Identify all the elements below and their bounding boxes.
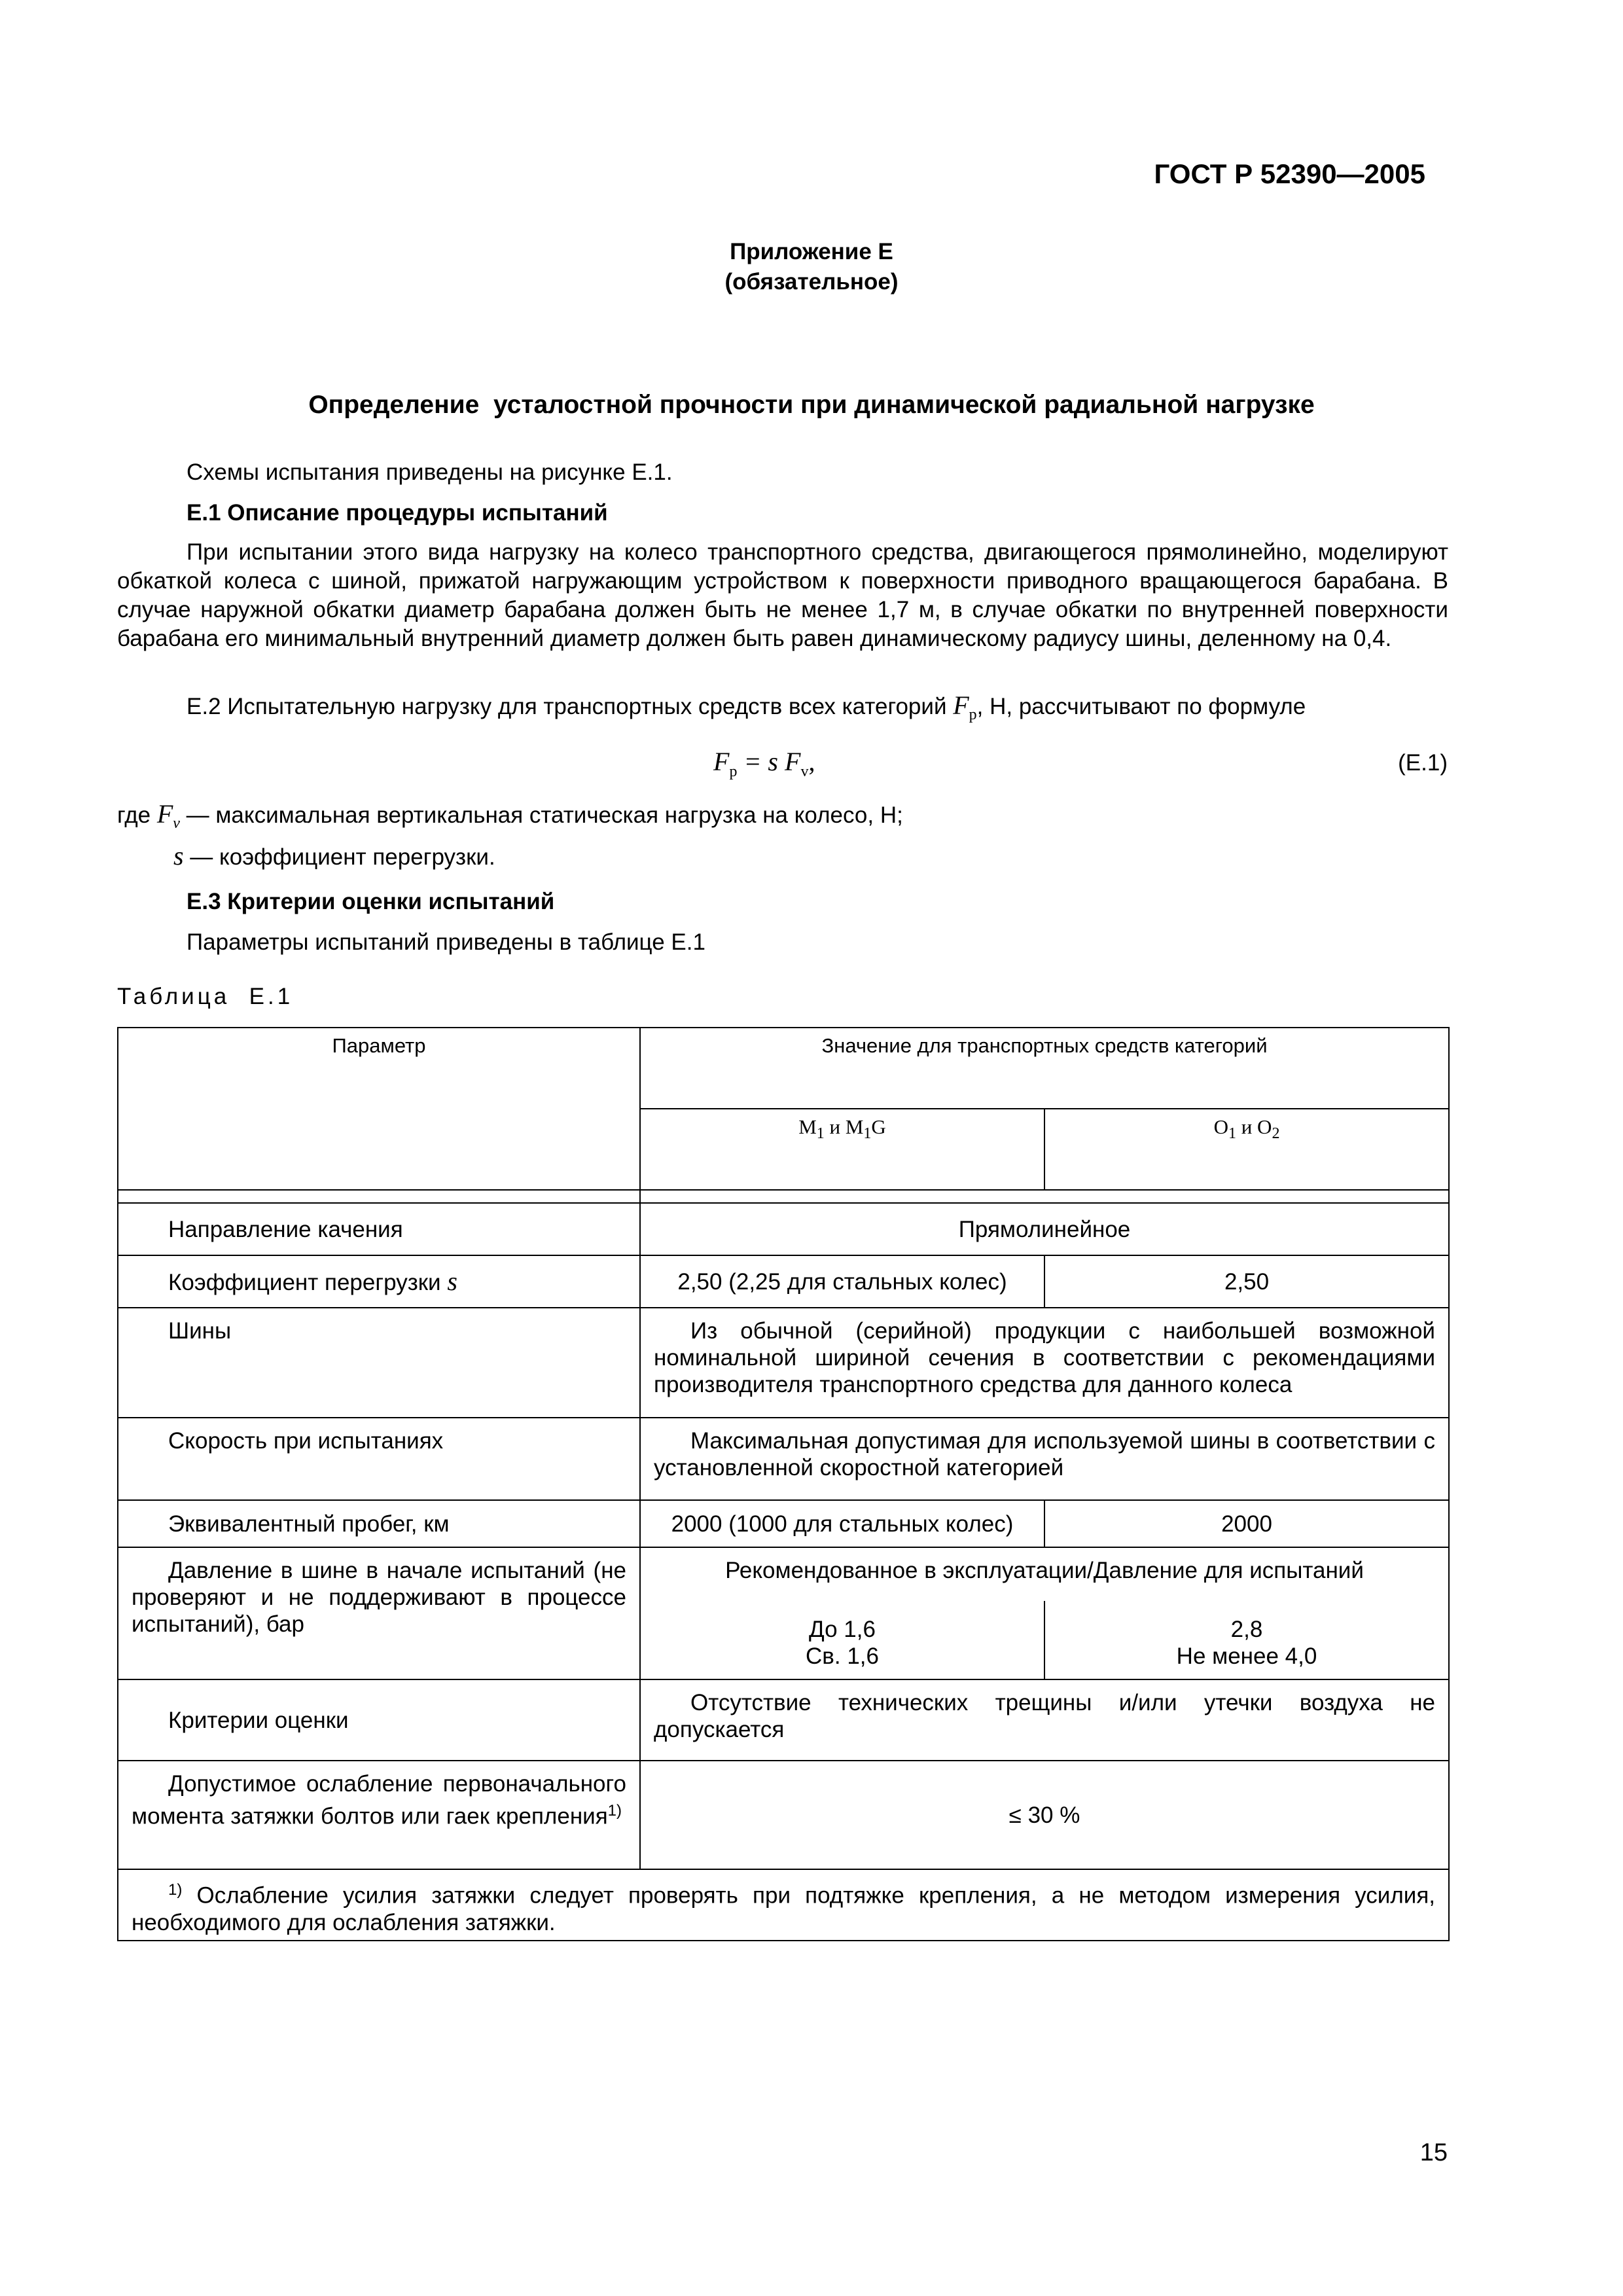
row-value-m: 2,50 (2,25 для стальных колес) <box>640 1255 1044 1308</box>
row-value: Отсутствие технических трещины и/или утечки воздуха не допускается <box>640 1679 1449 1761</box>
formula-lhs: F <box>713 747 730 776</box>
footnote-ref: 1) <box>607 1802 622 1820</box>
formula-mid: = s F <box>737 747 801 776</box>
e2-symbol-f: F <box>953 691 969 720</box>
section-e2-text <box>117 691 1448 729</box>
standard-number: ГОСТ Р 52390—2005 <box>1154 158 1425 189</box>
cat-m-sub-2: 1 <box>863 1125 872 1143</box>
row-value: ≤ 30 % <box>640 1761 1449 1869</box>
row-param: Давление в шине в начале испытаний (не проверяют и не поддерживают в процессе испытаний), бар <box>118 1547 640 1679</box>
table-caption: Таблица Е.1 <box>117 984 294 1009</box>
page-number: 15 <box>1419 2139 1448 2166</box>
row-param: Эквивалентный пробег, км <box>118 1500 640 1547</box>
table-row <box>118 1308 1449 1418</box>
cat-m-mid: и M <box>824 1115 864 1138</box>
table-row <box>118 1679 1449 1761</box>
row-param <box>118 1255 640 1308</box>
row-value: Максимальная допустимая для используемой шины в соответствии с установленной скоростной категорией <box>640 1418 1449 1500</box>
e2-text-a: Е.2 Испытательную нагрузку для транспортных средств всех категорий <box>187 694 954 719</box>
formula-lhs-sub: p <box>729 763 738 780</box>
where-text-2: — коэффициент перегрузки. <box>183 844 495 870</box>
appendix-label: Приложение Е <box>730 239 893 264</box>
table-head-values: Значение для транспортных средств категорий <box>640 1028 1449 1109</box>
table-row <box>118 1761 1449 1869</box>
row-param-text: Коэффициент перегрузки <box>168 1269 448 1295</box>
footnote-mark: 1) <box>168 1881 183 1899</box>
where-line-1 <box>117 800 1448 838</box>
table-footnote-row <box>118 1869 1449 1941</box>
section-e3-text: Параметры испытаний приведены в таблице Е.1 <box>187 929 705 955</box>
cat-m-letter: M <box>798 1115 817 1138</box>
table-footnote <box>118 1869 1449 1941</box>
row-param: Скорость при испытаниях <box>118 1418 640 1500</box>
page-title: Определение усталостной прочности при динамической радиальной нагрузке <box>308 391 1315 419</box>
section-e3-heading: Е.3 Критерии оценки испытаний <box>187 889 555 914</box>
row-value: Прямолинейное <box>640 1203 1449 1255</box>
row-param: Направление качения <box>118 1203 640 1255</box>
row-value-o <box>1044 1601 1449 1679</box>
row-value-o: 2,50 <box>1044 1255 1449 1308</box>
formula-end: , <box>808 747 815 776</box>
where-sub-v: v <box>173 815 180 832</box>
cat-o-mid: и O <box>1236 1115 1272 1138</box>
row-value: Из обычной (серийной) продукции с наибольшей возможной номинальной шириной сечения в соответствии с рекомендациями производителя транспортного средства для данного колеса <box>640 1308 1449 1418</box>
cat-o-sub-2: 2 <box>1272 1125 1280 1143</box>
where-text-1: — максимальная вертикальная статическая нагрузка на колесо, Н; <box>179 802 903 828</box>
where-prefix: где <box>117 802 157 828</box>
row-value-m <box>640 1601 1044 1679</box>
formula-number: (Е.1) <box>1398 750 1448 776</box>
footnote-text: Ослабление усилия затяжки следует проверять при подтяжке крепления, а не методом измерения усилия, необходимого для ослабления затяжки. <box>132 1882 1435 1935</box>
pressure-o-low: 2,8 <box>1230 1617 1263 1642</box>
where-line-2 <box>173 842 1417 872</box>
table-row <box>118 1547 1449 1601</box>
table-row <box>118 1203 1449 1255</box>
row-subhead: Рекомендованное в эксплуатации/Давление для испытаний <box>640 1547 1449 1601</box>
formula-e1 <box>713 746 815 781</box>
row-param-text: Допустимое ослабление первоначального момента затяжки болтов или гаек крепления <box>132 1771 626 1829</box>
pressure-m-high: Св. 1,6 <box>806 1643 879 1669</box>
table-head-category-m1 <box>640 1109 1044 1190</box>
table-row <box>118 1255 1449 1308</box>
cat-o-letter: O <box>1213 1115 1228 1138</box>
cat-o-sub: 1 <box>1228 1125 1236 1143</box>
pressure-o-high: Не менее 4,0 <box>1176 1643 1317 1669</box>
pressure-m-low: До 1,6 <box>809 1617 876 1642</box>
row-param <box>118 1761 640 1869</box>
table-row <box>118 1418 1449 1500</box>
where-symbol-s: s <box>173 841 184 870</box>
cat-m-end: G <box>871 1115 886 1138</box>
row-param: Критерии оценки <box>118 1679 640 1761</box>
formula-rhs-sub: v <box>800 763 809 780</box>
appendix-status: (обязательное) <box>724 269 899 295</box>
row-param-symbol: s <box>447 1266 457 1296</box>
parameters-table <box>117 1027 1450 1941</box>
table-head-category-o <box>1044 1109 1449 1190</box>
e2-text-b: , Н, рассчитывают по формуле <box>976 694 1306 719</box>
where-symbol-f: F <box>156 799 173 829</box>
e2-sub-p: p <box>969 706 977 723</box>
cat-m-sub: 1 <box>816 1125 825 1143</box>
row-param: Шины <box>118 1308 640 1418</box>
row-value-o: 2000 <box>1044 1500 1449 1547</box>
row-value-m: 2000 (1000 для стальных колес) <box>640 1500 1044 1547</box>
section-e1-text: При испытании этого вида нагрузку на колесо транспортного средства, двигающегося прямолинейно, моделируют обкаткой колеса с шиной, прижатой нагружающим устройством к поверхности приводного вращающегося барабана. В случае наружной обкатки диаметр барабана должен быть не менее 1,7 м, в случае обкатки по внутренней поверхности барабана его минимальный внутренний диаметр должен быть равен динамическому радиусу шины, деленному на 0,4. <box>117 539 1448 651</box>
appendix-heading <box>0 237 1623 297</box>
section-e1-heading: Е.1 Описание процедуры испытаний <box>187 500 608 526</box>
intro-paragraph: Схемы испытания приведены на рисунке Е.1. <box>187 459 673 485</box>
table-row <box>118 1500 1449 1547</box>
table-head-parameter: Параметр <box>118 1028 640 1190</box>
